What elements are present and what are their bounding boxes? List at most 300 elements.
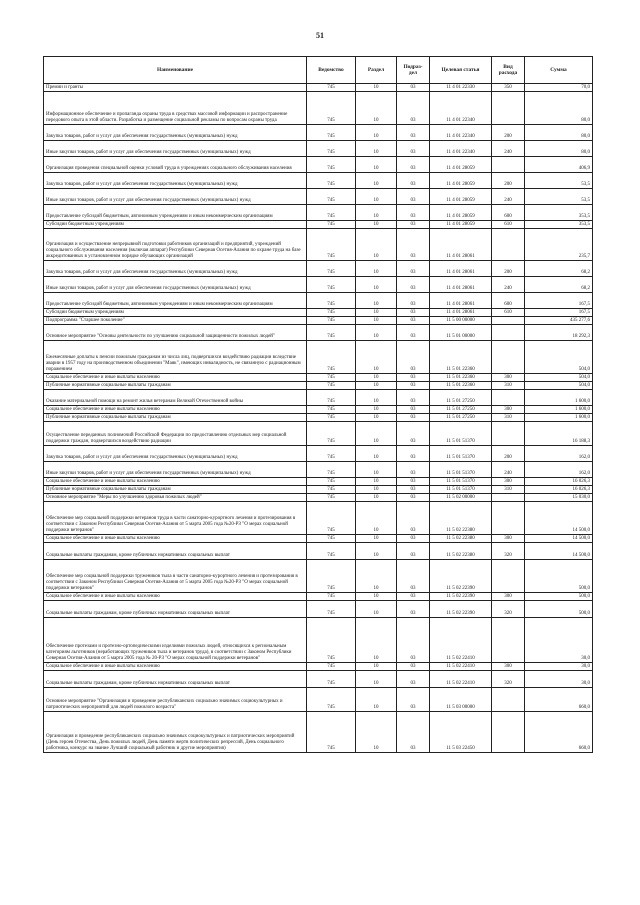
cell-name: Организация проведения специальной оценки условий труда в учреждениях социального обслуживания населения <box>44 157 307 173</box>
cell-target: 11 5 01 51370 <box>430 422 492 446</box>
table-row <box>44 84 593 92</box>
cell-subsection: 03 <box>397 382 430 390</box>
cell-expense <box>492 560 525 593</box>
cell-amount: 235,7 <box>525 229 593 261</box>
cell-section: 10 <box>356 462 397 478</box>
cell-ministry: 745 <box>307 494 356 502</box>
cell-amount: 14 500,0 <box>525 502 593 535</box>
table-row <box>44 390 593 406</box>
table-row <box>44 317 593 325</box>
cell-expense: 200 <box>492 261 525 277</box>
cell-name: Основное мероприятие "Меры по улучшению здоровья пожилых людей" <box>44 494 307 502</box>
cell-subsection: 03 <box>397 688 430 712</box>
cell-section: 10 <box>356 92 397 125</box>
table-row <box>44 374 593 382</box>
cell-subsection: 03 <box>397 125 430 141</box>
cell-section: 10 <box>356 277 397 293</box>
cell-expense: 310 <box>492 486 525 494</box>
cell-amount: 500,0 <box>525 560 593 593</box>
cell-subsection: 03 <box>397 502 430 535</box>
cell-name: Предоставление субсидий бюджетным, автономным учреждениям и иным некоммерческим организациям <box>44 293 307 309</box>
cell-name: Субсидии бюджетным учреждениям <box>44 221 307 229</box>
cell-ministry: 745 <box>307 446 356 462</box>
cell-ministry: 745 <box>307 309 356 317</box>
cell-subsection: 03 <box>397 446 430 462</box>
cell-amount: 504,0 <box>525 382 593 390</box>
cell-ministry: 745 <box>307 663 356 671</box>
page-number: 51 <box>316 31 324 40</box>
cell-section: 10 <box>356 125 397 141</box>
cell-ministry: 745 <box>307 502 356 535</box>
cell-target: 11 4 01 28059 <box>430 205 492 221</box>
table-row <box>44 157 593 173</box>
cell-expense <box>492 502 525 535</box>
cell-name: Обеспечение протезами и протезно-ортопедическими изделиями пожилых людей, относящихся к региональным категориям льготников (неработающих тружеников тыла и ветеранов труда), в соответствии с Законом Республики Северная Осетия-Алания от 5 марта 2005 года № 20-РЗ "О мерах социальной поддержки ветеранов" <box>44 618 307 663</box>
header-ministry: Ведомство <box>307 57 356 84</box>
cell-expense: 200 <box>492 125 525 141</box>
cell-subsection: 03 <box>397 414 430 422</box>
cell-section: 10 <box>356 601 397 618</box>
cell-name: Организация и проведение республиканских социально значимых социокультурных и патриотических мероприятий (День героев Отечества, День пожилых людей, День памяти жертв политических репрессий, День социального работника, конкурс на звание Лучший социальный работник и другие мероприятия) <box>44 712 307 753</box>
cell-subsection: 03 <box>397 157 430 173</box>
cell-name: Предоставление субсидий бюджетным, автономным учреждениям и иным некоммерческим организациям <box>44 205 307 221</box>
cell-name: Социальное обеспечение и иные выплаты населению <box>44 406 307 414</box>
cell-section: 10 <box>356 141 397 157</box>
table-row <box>44 325 593 341</box>
cell-subsection: 03 <box>397 92 430 125</box>
cell-subsection: 03 <box>397 173 430 189</box>
header-expense: Вид расхода <box>492 57 525 84</box>
cell-name: Субсидии бюджетным учреждениям <box>44 309 307 317</box>
table-row <box>44 341 593 374</box>
cell-name: Основное мероприятие "Организация и проведение республиканских социально значимых социокультурных и патриотических мероприятий для людей пожилого возраста" <box>44 688 307 712</box>
header-subsection: Подраз- дел <box>397 57 430 84</box>
cell-target: 11 5 02 22410 <box>430 663 492 671</box>
table-row <box>44 671 593 688</box>
cell-subsection: 03 <box>397 560 430 593</box>
cell-ministry: 745 <box>307 688 356 712</box>
cell-amount: 68,2 <box>525 261 593 277</box>
cell-target: 11 4 01 22340 <box>430 92 492 125</box>
cell-expense: 200 <box>492 173 525 189</box>
cell-target: 11 4 01 28061 <box>430 229 492 261</box>
table-row <box>44 601 593 618</box>
cell-amount: 162,0 <box>525 462 593 478</box>
cell-expense: 610 <box>492 309 525 317</box>
cell-name: Социальное обеспечение и иные выплаты населению <box>44 535 307 543</box>
cell-amount: 16 026,3 <box>525 478 593 486</box>
table-row <box>44 688 593 712</box>
cell-section: 10 <box>356 414 397 422</box>
cell-name: Публичные нормативные социальные выплаты гражданам <box>44 382 307 390</box>
cell-subsection: 03 <box>397 671 430 688</box>
cell-amount: 435 277,6 <box>525 317 593 325</box>
cell-name: Социальное обеспечение и иные выплаты населению <box>44 478 307 486</box>
cell-name: Ежемесячные доплаты к пенсии пожилым гражданам из числа лиц, подвергшихся воздействию радиации вследствие аварии в 1957 году на производственном объединении "Маяк", имеющих инвалидность, не связанную с радиационным поражением <box>44 341 307 374</box>
cell-ministry: 745 <box>307 221 356 229</box>
cell-expense <box>492 325 525 341</box>
cell-section: 10 <box>356 374 397 382</box>
cell-expense <box>492 341 525 374</box>
cell-section: 10 <box>356 293 397 309</box>
cell-subsection: 03 <box>397 422 430 446</box>
cell-section: 10 <box>356 390 397 406</box>
cell-expense <box>492 712 525 753</box>
cell-amount: 167,5 <box>525 293 593 309</box>
cell-expense <box>492 390 525 406</box>
cell-ministry: 745 <box>307 205 356 221</box>
cell-subsection: 03 <box>397 535 430 543</box>
cell-target: 11 4 01 22340 <box>430 125 492 141</box>
cell-amount: 53,5 <box>525 173 593 189</box>
cell-ministry: 745 <box>307 462 356 478</box>
cell-amount: 500,0 <box>525 601 593 618</box>
cell-ministry: 745 <box>307 92 356 125</box>
cell-expense <box>492 688 525 712</box>
cell-target: 11 5 02 22380 <box>430 502 492 535</box>
cell-name: Социальное обеспечение и иные выплаты населению <box>44 593 307 601</box>
table-row <box>44 189 593 205</box>
cell-name: Подпрограмма "Старшее поколение" <box>44 317 307 325</box>
cell-target: 11 5 03 00000 <box>430 688 492 712</box>
table-row <box>44 229 593 261</box>
cell-section: 10 <box>356 261 397 277</box>
cell-target: 11 5 01 27250 <box>430 414 492 422</box>
cell-expense: 240 <box>492 462 525 478</box>
cell-expense <box>492 494 525 502</box>
cell-ministry: 745 <box>307 478 356 486</box>
cell-target: 11 4 01 28061 <box>430 309 492 317</box>
cell-ministry: 745 <box>307 671 356 688</box>
cell-section: 10 <box>356 325 397 341</box>
cell-amount: 53,5 <box>525 189 593 205</box>
cell-section: 10 <box>356 382 397 390</box>
cell-amount: 18 292,3 <box>525 325 593 341</box>
cell-ministry: 745 <box>307 325 356 341</box>
cell-amount: 504,0 <box>525 374 593 382</box>
cell-ministry: 745 <box>307 414 356 422</box>
cell-expense: 300 <box>492 663 525 671</box>
header-amount: Сумма <box>525 57 593 84</box>
cell-expense <box>492 92 525 125</box>
cell-target: 11 5 02 22390 <box>430 560 492 593</box>
cell-target: 11 4 01 28059 <box>430 189 492 205</box>
cell-expense: 320 <box>492 671 525 688</box>
cell-amount: 660,0 <box>525 712 593 753</box>
cell-expense <box>492 618 525 663</box>
table-row <box>44 141 593 157</box>
table-row <box>44 173 593 189</box>
cell-target: 11 4 01 22340 <box>430 141 492 157</box>
cell-target: 11 5 01 22360 <box>430 341 492 374</box>
cell-section: 10 <box>356 446 397 462</box>
cell-target: 11 4 01 22330 <box>430 84 492 92</box>
cell-subsection: 03 <box>397 462 430 478</box>
cell-amount: 15 030,0 <box>525 494 593 502</box>
cell-subsection: 03 <box>397 341 430 374</box>
header-row <box>44 57 593 84</box>
cell-amount: 1 600,0 <box>525 406 593 414</box>
cell-section: 10 <box>356 593 397 601</box>
cell-target: 11 5 01 22360 <box>430 382 492 390</box>
cell-amount: 167,5 <box>525 309 593 317</box>
cell-section: 10 <box>356 618 397 663</box>
cell-expense <box>492 422 525 446</box>
cell-target: 11 5 02 22390 <box>430 601 492 618</box>
cell-target: 11 5 01 51370 <box>430 462 492 478</box>
cell-section: 10 <box>356 406 397 414</box>
cell-section: 10 <box>356 535 397 543</box>
header-target: Целевая статья <box>430 57 492 84</box>
header-section: Раздел <box>356 57 397 84</box>
cell-ministry: 745 <box>307 422 356 446</box>
cell-subsection: 03 <box>397 205 430 221</box>
cell-ministry: 745 <box>307 486 356 494</box>
cell-target: 11 5 00 00000 <box>430 317 492 325</box>
cell-subsection: 03 <box>397 663 430 671</box>
cell-ministry: 745 <box>307 317 356 325</box>
cell-amount: 80,0 <box>525 92 593 125</box>
cell-section: 10 <box>356 671 397 688</box>
cell-name: Закупка товаров, работ и услуг для обеспечения государственных (муниципальных) нужд <box>44 125 307 141</box>
cell-ministry: 745 <box>307 712 356 753</box>
table-row <box>44 293 593 309</box>
cell-name: Оказание материальной помощи на ремонт жилья ветеранам Великой Отечественной войны <box>44 390 307 406</box>
cell-ministry: 745 <box>307 601 356 618</box>
cell-amount: 80,0 <box>525 141 593 157</box>
cell-target: 11 5 01 51370 <box>430 478 492 486</box>
cell-amount: 406,9 <box>525 157 593 173</box>
cell-ministry: 745 <box>307 374 356 382</box>
cell-section: 10 <box>356 688 397 712</box>
cell-ministry: 745 <box>307 125 356 141</box>
cell-target: 11 5 01 27250 <box>430 390 492 406</box>
cell-expense: 240 <box>492 189 525 205</box>
cell-expense: 300 <box>492 478 525 486</box>
cell-section: 10 <box>356 221 397 229</box>
cell-name: Иные закупки товаров, работ и услуг для обеспечения государственных (муниципальных) нужд <box>44 141 307 157</box>
cell-amount: 1 600,0 <box>525 390 593 406</box>
cell-target: 11 4 01 28061 <box>430 293 492 309</box>
cell-ministry: 745 <box>307 277 356 293</box>
table-row <box>44 494 593 502</box>
cell-subsection: 03 <box>397 478 430 486</box>
cell-subsection: 03 <box>397 293 430 309</box>
cell-amount: 1 600,0 <box>525 414 593 422</box>
cell-section: 10 <box>356 229 397 261</box>
cell-subsection: 03 <box>397 593 430 601</box>
cell-subsection: 03 <box>397 309 430 317</box>
cell-name: Основное мероприятие "Основы деятельности по улучшению социальной защищенности пожилых людей" <box>44 325 307 341</box>
table-row <box>44 221 593 229</box>
cell-section: 10 <box>356 317 397 325</box>
cell-section: 10 <box>356 712 397 753</box>
cell-ministry: 745 <box>307 157 356 173</box>
cell-expense: 300 <box>492 406 525 414</box>
cell-target: 11 4 01 28059 <box>430 173 492 189</box>
cell-name: Премии и гранты <box>44 84 307 92</box>
cell-section: 10 <box>356 502 397 535</box>
cell-expense: 200 <box>492 446 525 462</box>
cell-name: Публичные нормативные социальные выплаты гражданам <box>44 414 307 422</box>
cell-name: Иные закупки товаров, работ и услуг для обеспечения государственных (муниципальных) нужд <box>44 462 307 478</box>
cell-section: 10 <box>356 422 397 446</box>
cell-subsection: 03 <box>397 229 430 261</box>
cell-expense: 310 <box>492 382 525 390</box>
cell-name: Социальное обеспечение и иные выплаты населению <box>44 663 307 671</box>
cell-amount: 660,0 <box>525 688 593 712</box>
cell-amount: 16 188,3 <box>525 422 593 446</box>
cell-amount: 500,0 <box>525 593 593 601</box>
cell-section: 10 <box>356 189 397 205</box>
cell-expense: 310 <box>492 414 525 422</box>
cell-name: Иные закупки товаров, работ и услуг для обеспечения государственных (муниципальных) нужд <box>44 277 307 293</box>
table-row <box>44 560 593 593</box>
cell-section: 10 <box>356 543 397 560</box>
cell-expense: 600 <box>492 293 525 309</box>
cell-ministry: 745 <box>307 390 356 406</box>
cell-ministry: 745 <box>307 618 356 663</box>
cell-target: 11 5 02 22390 <box>430 593 492 601</box>
table-row <box>44 593 593 601</box>
cell-ministry: 745 <box>307 406 356 414</box>
cell-subsection: 03 <box>397 390 430 406</box>
cell-ministry: 745 <box>307 84 356 92</box>
cell-section: 10 <box>356 560 397 593</box>
cell-subsection: 03 <box>397 261 430 277</box>
cell-name: Социальные выплаты гражданам, кроме публичных нормативных социальных выплат <box>44 671 307 688</box>
cell-expense <box>492 229 525 261</box>
cell-ministry: 745 <box>307 293 356 309</box>
cell-expense: 300 <box>492 593 525 601</box>
cell-subsection: 03 <box>397 317 430 325</box>
cell-name: Иные закупки товаров, работ и услуг для обеспечения государственных (муниципальных) нужд <box>44 189 307 205</box>
cell-subsection: 03 <box>397 189 430 205</box>
cell-target: 11 5 01 27250 <box>430 406 492 414</box>
cell-name: Информационное обеспечение и пропаганда охраны труда в средствах массовой информации и распространение передового опыта в этой области. Разработка и размещение социальной рекламы по вопросам охраны труда <box>44 92 307 125</box>
cell-amount: 162,0 <box>525 446 593 462</box>
table-row <box>44 92 593 125</box>
cell-expense: 320 <box>492 543 525 560</box>
cell-amount: 504,0 <box>525 341 593 374</box>
cell-target: 11 5 01 51370 <box>430 486 492 494</box>
table-row <box>44 663 593 671</box>
cell-ministry: 745 <box>307 341 356 374</box>
cell-expense: 300 <box>492 535 525 543</box>
cell-subsection: 03 <box>397 141 430 157</box>
cell-section: 10 <box>356 478 397 486</box>
cell-name: Социальные выплаты гражданам, кроме публичных нормативных социальных выплат <box>44 543 307 560</box>
table-row <box>44 309 593 317</box>
cell-amount: 70,0 <box>525 84 593 92</box>
cell-ministry: 745 <box>307 189 356 205</box>
cell-target: 11 5 02 22410 <box>430 618 492 663</box>
table-row <box>44 543 593 560</box>
cell-expense: 350 <box>492 84 525 92</box>
budget-table <box>43 56 593 753</box>
cell-subsection: 03 <box>397 486 430 494</box>
cell-expense: 610 <box>492 221 525 229</box>
table-row <box>44 422 593 446</box>
cell-target: 11 4 01 28059 <box>430 221 492 229</box>
table-row <box>44 125 593 141</box>
cell-subsection: 03 <box>397 325 430 341</box>
cell-section: 10 <box>356 205 397 221</box>
cell-subsection: 03 <box>397 221 430 229</box>
cell-section: 10 <box>356 494 397 502</box>
cell-ministry: 745 <box>307 593 356 601</box>
cell-expense: 240 <box>492 277 525 293</box>
cell-subsection: 03 <box>397 601 430 618</box>
table-row <box>44 618 593 663</box>
cell-section: 10 <box>356 663 397 671</box>
cell-amount: 80,0 <box>525 125 593 141</box>
cell-name: Социальные выплаты гражданам, кроме публичных нормативных социальных выплат <box>44 601 307 618</box>
cell-target: 11 5 02 22410 <box>430 671 492 688</box>
cell-ministry: 745 <box>307 173 356 189</box>
cell-target: 11 5 01 00000 <box>430 325 492 341</box>
cell-subsection: 03 <box>397 374 430 382</box>
cell-subsection: 03 <box>397 543 430 560</box>
table-row <box>44 205 593 221</box>
header-name: Наименование <box>44 57 307 84</box>
cell-section: 10 <box>356 486 397 494</box>
table-row <box>44 478 593 486</box>
cell-name: Социальное обеспечение и иные выплаты населению <box>44 374 307 382</box>
table-row <box>44 712 593 753</box>
table-row <box>44 382 593 390</box>
cell-amount: 353,5 <box>525 205 593 221</box>
cell-target: 11 4 01 28061 <box>430 261 492 277</box>
cell-expense: 300 <box>492 374 525 382</box>
cell-section: 10 <box>356 84 397 92</box>
cell-name: Закупка товаров, работ и услуг для обеспечения государственных (муниципальных) нужд <box>44 261 307 277</box>
cell-section: 10 <box>356 157 397 173</box>
cell-expense <box>492 157 525 173</box>
table-row <box>44 261 593 277</box>
cell-amount: 14 500,0 <box>525 535 593 543</box>
cell-expense: 320 <box>492 601 525 618</box>
cell-name: Осуществление переданных полномочий Российской Федерации по предоставлению отдельных мер социальной поддержки граждан, подвергшихся воздействию радиации <box>44 422 307 446</box>
cell-name: Обеспечение мер социальной поддержки ветеранов труда в части санаторно-курортного лечения и протезирования в соответствии с Законом Республики Северная Осетия-Алания от 5 марта 2005 года №20-РЗ "О мерах социальной поддержки ветеранов" <box>44 502 307 535</box>
cell-ministry: 745 <box>307 382 356 390</box>
cell-section: 10 <box>356 341 397 374</box>
cell-target: 11 5 01 22360 <box>430 374 492 382</box>
cell-name: Закупка товаров, работ и услуг для обеспечения государственных (муниципальных) нужд <box>44 446 307 462</box>
cell-subsection: 03 <box>397 618 430 663</box>
cell-subsection: 03 <box>397 277 430 293</box>
table-row <box>44 406 593 414</box>
cell-target: 11 5 02 00000 <box>430 494 492 502</box>
cell-target: 11 5 01 51370 <box>430 446 492 462</box>
cell-target: 11 4 01 28061 <box>430 277 492 293</box>
cell-target: 11 4 01 28059 <box>430 157 492 173</box>
cell-amount: 30,0 <box>525 618 593 663</box>
cell-ministry: 745 <box>307 141 356 157</box>
cell-subsection: 03 <box>397 494 430 502</box>
table-row <box>44 462 593 478</box>
cell-ministry: 745 <box>307 229 356 261</box>
cell-name: Обеспечение мер социальной поддержки тружеников тыла в части санаторно-курортного лечения и протезирования в соответствии с Законом Республики Северная Осетия-Алания от 5 марта 2005 года №20-РЗ "О мерах социальной поддержки ветеранов" <box>44 560 307 593</box>
cell-section: 10 <box>356 173 397 189</box>
cell-amount: 68,2 <box>525 277 593 293</box>
cell-target: 11 5 02 22380 <box>430 535 492 543</box>
cell-target: 11 5 03 22450 <box>430 712 492 753</box>
cell-expense: 600 <box>492 205 525 221</box>
table-row <box>44 502 593 535</box>
cell-subsection: 03 <box>397 712 430 753</box>
cell-amount: 30,0 <box>525 663 593 671</box>
